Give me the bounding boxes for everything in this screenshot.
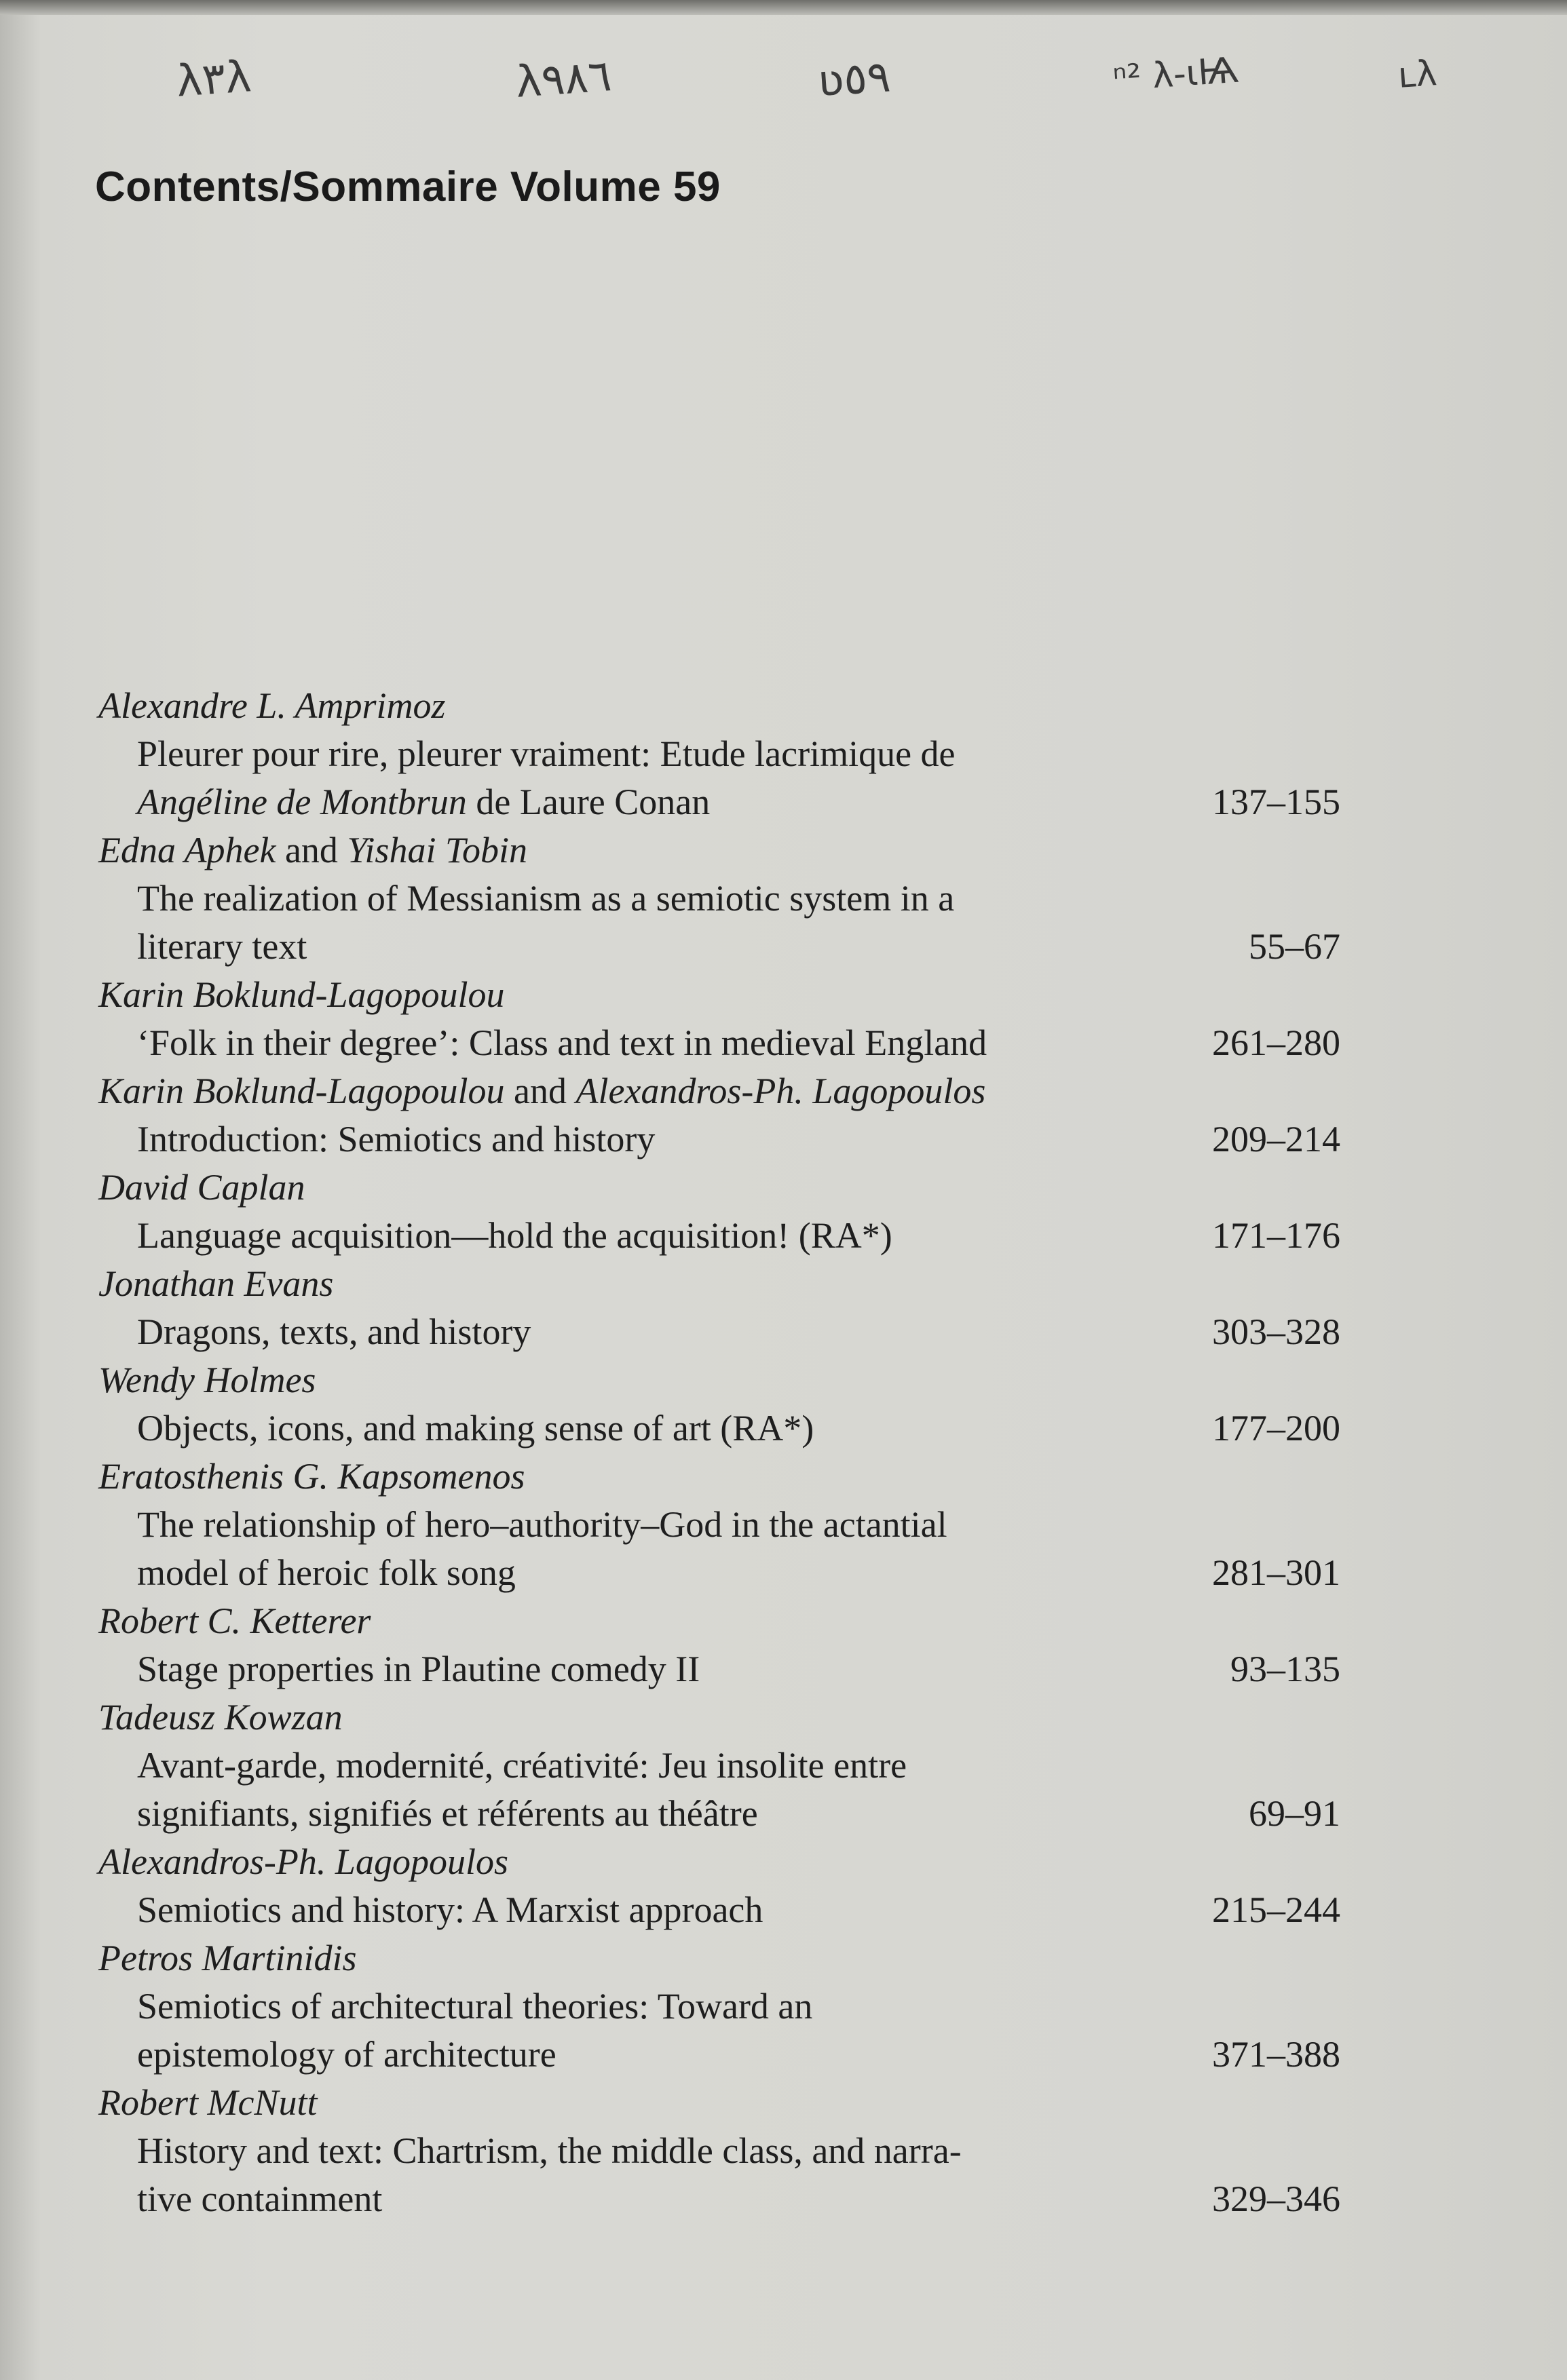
entry-title-line: Angéline de Montbrun de Laure Conan xyxy=(137,782,711,822)
handwritten-mark: λ٣λ xyxy=(174,52,253,107)
handwritten-annotations xyxy=(0,47,1567,122)
handwritten-mark: ⁿ² λ-ιѨ xyxy=(1112,50,1241,100)
entry-author: Tadeusz Kowzan xyxy=(98,1697,343,1738)
entry-title xyxy=(98,1404,1157,1453)
entry-title xyxy=(98,1212,1157,1260)
entry-title-line: ‘Folk in their degree’: Class and text in medieval England xyxy=(137,1022,987,1063)
toc-entry xyxy=(98,826,1340,971)
entry-pages: 177–200 xyxy=(1212,1408,1340,1448)
entry-author: Petros Martinidis xyxy=(98,1938,357,1978)
entry-pages: 281–301 xyxy=(1212,1552,1340,1593)
entry-pages: 137–155 xyxy=(1212,782,1340,822)
entry-title-line: tive containment xyxy=(137,2179,383,2219)
entry-title-line: Semiotics of architectural theories: Toward an xyxy=(137,1986,813,2027)
entry-title-italic: Angéline de Montbrun xyxy=(137,782,467,822)
entry-title-line: Pleurer pour rire, pleurer vraiment: Etude lacrimique de xyxy=(137,733,956,774)
entry-author-joiner: and xyxy=(504,1071,576,1111)
entry-pages: 215–244 xyxy=(1212,1889,1340,1930)
entry-author xyxy=(98,826,1340,875)
entry-title-line: Introduction: Semiotics and history xyxy=(137,1119,656,1159)
entry-title-line: signifiants, signifiés et référents au théâtre xyxy=(137,1793,758,1834)
entry-author-name: Yishai Tobin xyxy=(347,830,528,870)
entry-title xyxy=(98,1886,1157,1934)
entry-title xyxy=(98,1308,1157,1356)
table-of-contents xyxy=(98,682,1340,2223)
entry-author-name: Alexandros-Ph. Lagopoulos xyxy=(575,1071,986,1111)
entry-pages: 303–328 xyxy=(1212,1311,1340,1352)
entry-title xyxy=(98,2127,1157,2223)
page-top-edge xyxy=(0,0,1567,15)
entry-title-line: Dragons, texts, and history xyxy=(137,1311,531,1352)
entry-author: David Caplan xyxy=(98,1167,305,1208)
handwritten-mark: λ٩٨٦ xyxy=(514,51,613,108)
entry-pages: 329–346 xyxy=(1212,2179,1340,2219)
toc-entry xyxy=(98,971,1340,1067)
entry-title xyxy=(98,1742,1157,1838)
handwritten-mark: ʟλ xyxy=(1396,53,1439,96)
entry-pages: 261–280 xyxy=(1212,1022,1340,1063)
entry-author xyxy=(98,1067,1340,1115)
toc-entry xyxy=(98,1356,1340,1453)
entry-title xyxy=(98,1501,1157,1597)
entry-author-name: Karin Boklund-Lagopoulou xyxy=(98,1071,505,1111)
page-title: Contents/Sommaire Volume 59 xyxy=(95,164,721,210)
entry-title xyxy=(98,730,1157,826)
toc-entry xyxy=(98,1597,1340,1693)
entry-title-line: literary text xyxy=(137,926,307,967)
toc-entry xyxy=(98,1838,1340,1934)
entry-title-line: Objects, icons, and making sense of art (RA*) xyxy=(137,1408,814,1448)
toc-entry xyxy=(98,682,1340,826)
entry-author: Karin Boklund-Lagopoulou xyxy=(98,974,505,1015)
entry-pages: 371–388 xyxy=(1212,2034,1340,2075)
entry-author: Wendy Holmes xyxy=(98,1360,316,1400)
entry-author: Jonathan Evans xyxy=(98,1263,334,1304)
entry-title-line: Stage properties in Plautine comedy II xyxy=(137,1649,700,1689)
entry-pages: 209–214 xyxy=(1212,1119,1340,1159)
entry-title-line: The realization of Messianism as a semiotic system in a xyxy=(137,878,955,919)
toc-entry xyxy=(98,1693,1340,1838)
entry-author: Robert McNutt xyxy=(98,2082,318,2123)
entry-author: Alexandre L. Amprimoz xyxy=(98,685,446,726)
entry-title-line: The relationship of hero–authority–God in the actantial xyxy=(137,1504,947,1545)
entry-title-line: epistemology of architecture xyxy=(137,2034,556,2075)
entry-author-name: Edna Aphek xyxy=(98,830,276,870)
toc-entry xyxy=(98,1260,1340,1356)
entry-title xyxy=(98,1115,1157,1164)
entry-title-line: Semiotics and history: A Marxist approach xyxy=(137,1889,763,1930)
entry-author-joiner: and xyxy=(276,830,347,870)
entry-title xyxy=(98,1982,1157,2079)
entry-pages: 93–135 xyxy=(1230,1649,1340,1689)
entry-pages: 69–91 xyxy=(1249,1793,1340,1834)
entry-pages: 171–176 xyxy=(1212,1215,1340,1256)
entry-title-line: Language acquisition—hold the acquisition! (RA*) xyxy=(137,1215,892,1256)
entry-title xyxy=(98,875,1157,971)
entry-title-line: History and text: Chartrism, the middle class, and narra- xyxy=(137,2130,962,2171)
handwritten-mark: ʋ٥٩ xyxy=(816,52,892,107)
entry-title xyxy=(98,1645,1157,1693)
entry-title xyxy=(98,1019,1157,1067)
toc-entry xyxy=(98,1067,1340,1164)
entry-title-line: model of heroic folk song xyxy=(137,1552,516,1593)
toc-entry xyxy=(98,2079,1340,2223)
toc-entry xyxy=(98,1934,1340,2079)
toc-entry xyxy=(98,1164,1340,1260)
toc-entry xyxy=(98,1453,1340,1597)
entry-pages: 55–67 xyxy=(1249,926,1340,967)
entry-author: Alexandros-Ph. Lagopoulos xyxy=(98,1841,508,1882)
entry-author: Robert C. Ketterer xyxy=(98,1600,371,1641)
entry-title-line: Avant-garde, modernité, créativité: Jeu insolite entre xyxy=(137,1745,907,1786)
entry-author: Eratosthenis G. Kapsomenos xyxy=(98,1456,525,1497)
